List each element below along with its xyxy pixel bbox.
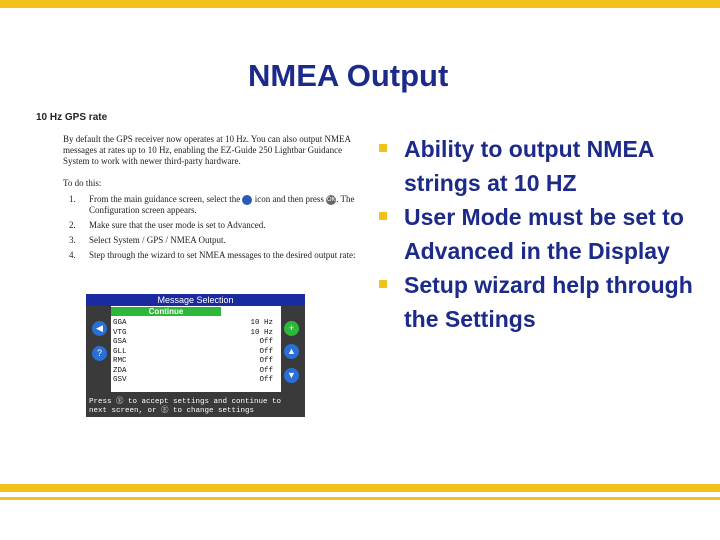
bottom-accent-bar	[0, 484, 720, 492]
ok-button-icon: OK	[326, 196, 336, 203]
device-footer-hint: Press Ⓔ to accept settings and continue to next screen, or Ⓔ to change settings	[89, 398, 282, 415]
manual-step-1: 1. From the main guidance screen, select the icon and then press OK. The Configuration screen appears.	[69, 194, 355, 215]
list-item[interactable]: RMC Off	[113, 357, 273, 365]
nmea-message-list	[113, 319, 273, 386]
plus-icon[interactable]: +	[284, 321, 299, 336]
manual-step-2: 2. Make sure that the user mode is set to Advanced.	[69, 220, 266, 230]
up-arrow-icon[interactable]: ▲	[284, 344, 299, 359]
slide-title: NMEA Output	[248, 58, 449, 93]
list-item[interactable]: VTG 10 Hz	[113, 328, 273, 337]
list-item[interactable]: ZDA Off	[113, 366, 273, 375]
square-bullet-icon	[379, 212, 387, 220]
message-selection-header: Message Selection	[86, 294, 305, 306]
bottom-accent-line	[0, 497, 720, 500]
list-item[interactable]: GLL Off	[113, 347, 273, 356]
back-arrow-icon[interactable]: ◀	[92, 321, 107, 336]
device-screen	[111, 306, 281, 392]
manual-heading: 10 Hz GPS rate	[36, 112, 108, 123]
manual-paragraph: By default the GPS receiver now operates at 10 Hz. You can also output NMEA messages at rates up to 10 Hz, enabling the EZ-Guide 250 Lightbar Guidance System to work with newer third-party hardware.	[63, 134, 351, 166]
bullet-item: User Mode must be set to Advanced in the Display	[378, 200, 718, 268]
list-item[interactable]: GGA 10 Hz	[113, 319, 273, 327]
bullet-item: Ability to output NMEA strings at 10 HZ	[378, 132, 718, 200]
settings-icon	[242, 195, 252, 205]
manual-step-3: 3. Select System / GPS / NMEA Output.	[69, 235, 226, 245]
manual-step-4: 4. Step through the wizard to set NMEA messages to the desired output rate:	[69, 250, 356, 260]
continue-button[interactable]: Continue	[111, 307, 221, 316]
square-bullet-icon	[379, 144, 387, 152]
bullet-list	[378, 132, 718, 336]
list-item[interactable]: GSA Off	[113, 338, 273, 346]
top-accent-bar	[0, 0, 720, 8]
device-screenshot	[86, 294, 305, 417]
down-arrow-icon[interactable]: ▼	[284, 368, 299, 383]
help-icon[interactable]: ?	[92, 346, 107, 361]
list-item[interactable]: GSV Off	[113, 376, 273, 384]
manual-steps	[69, 194, 359, 265]
manual-todo-label: To do this:	[63, 178, 102, 188]
bullet-item: Setup wizard help through the Settings	[378, 268, 718, 336]
square-bullet-icon	[379, 280, 387, 288]
